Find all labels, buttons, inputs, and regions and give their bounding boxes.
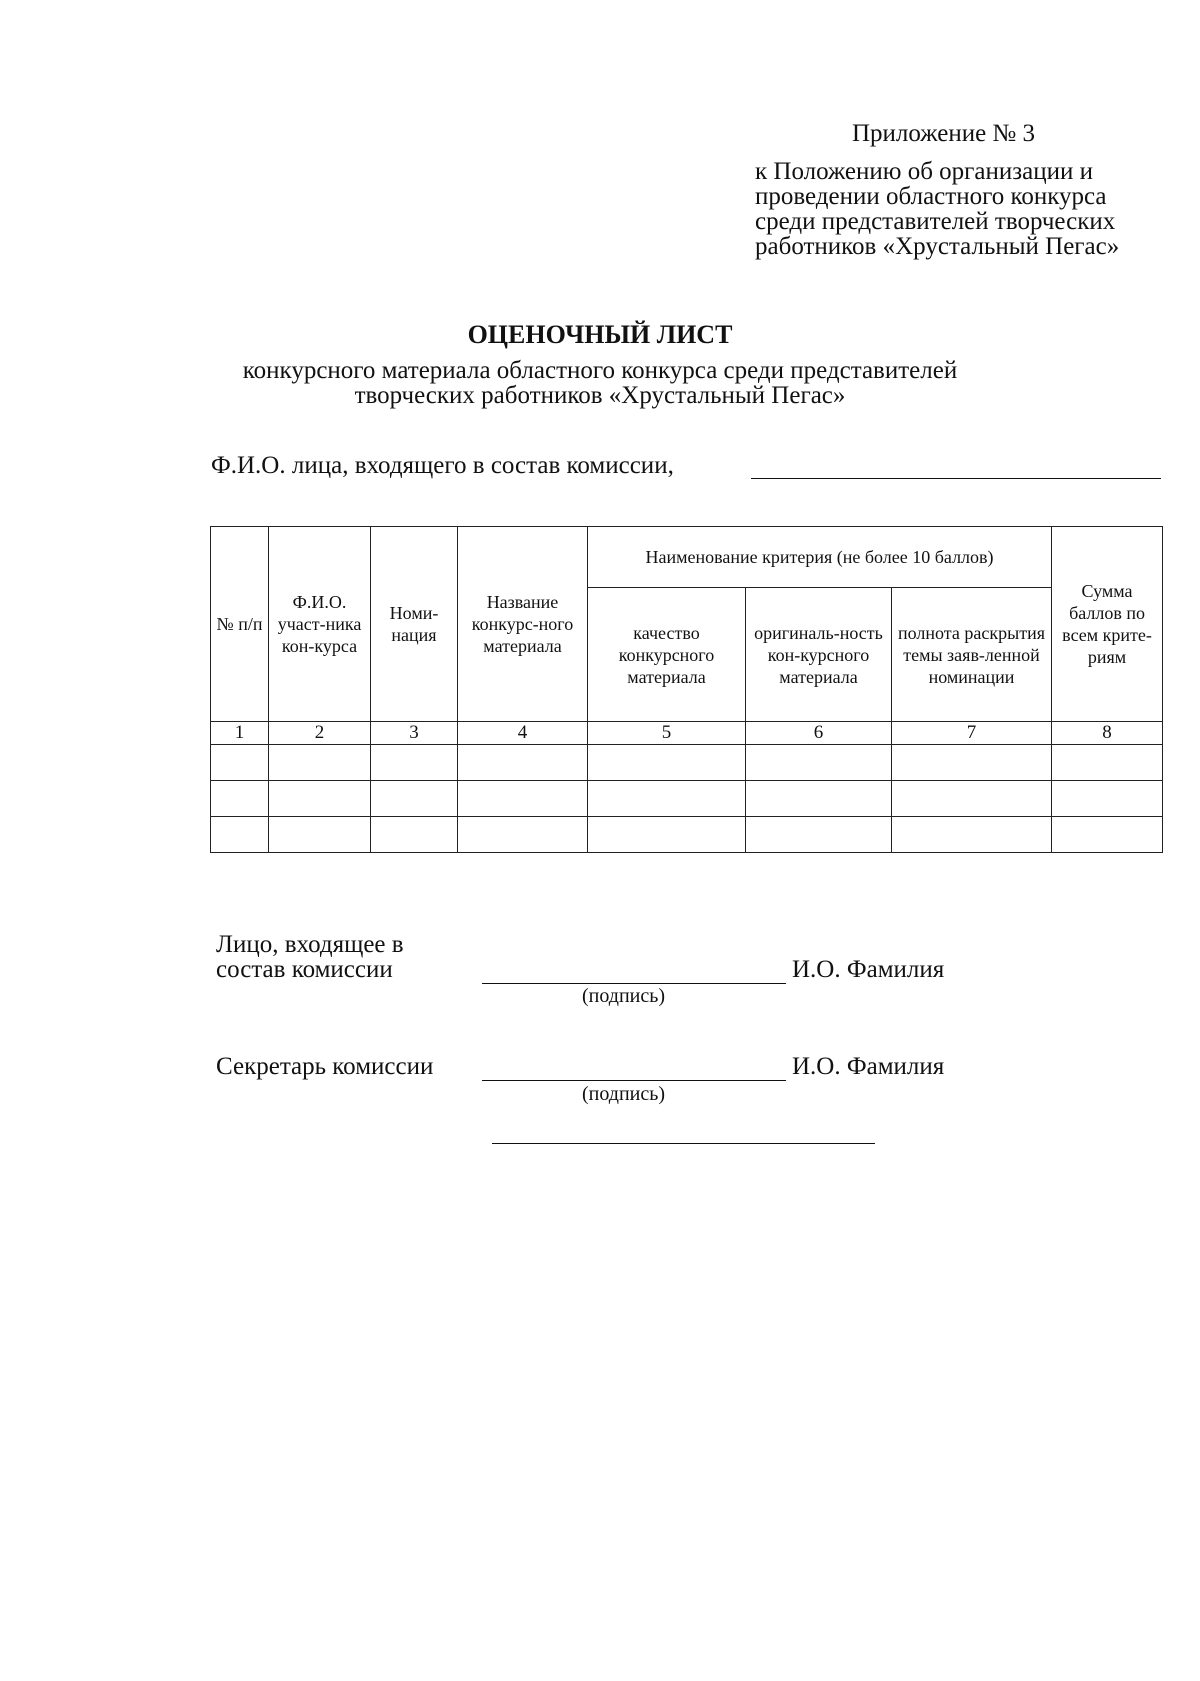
member-signer-label-line: состав комиссии: [216, 956, 393, 983]
appendix-line: к Положению об организации и: [755, 158, 1094, 185]
column-number-row: [211, 722, 1163, 745]
table-cell[interactable]: [371, 745, 458, 781]
table-cell[interactable]: [746, 745, 892, 781]
table-cell[interactable]: [588, 817, 746, 853]
header-total: Сумма баллов по всем крите-риям: [1052, 527, 1163, 722]
header-material-name: Название конкурс-ного материала: [458, 527, 588, 722]
header-criterion-completeness: полнота раскрытия темы заяв-ленной номинации: [892, 588, 1052, 722]
member-signer-label: [216, 932, 404, 982]
member-signature-line[interactable]: [482, 983, 786, 984]
secretary-name: И.О. Фамилия: [792, 1053, 945, 1080]
table-cell[interactable]: [371, 781, 458, 817]
table-cell[interactable]: [588, 745, 746, 781]
table-cell[interactable]: [371, 817, 458, 853]
column-number: 2: [269, 722, 371, 745]
appendix-line: работников «Хрустальный Пегас»: [755, 233, 1120, 260]
appendix-line: среди представителей творческих: [755, 208, 1116, 235]
appendix-line: проведении областного конкурса: [755, 183, 1107, 210]
score-table: [210, 526, 1163, 853]
commission-member-fill-line[interactable]: [751, 478, 1161, 479]
document-title: ОЦЕНОЧНЫЙ ЛИСТ: [467, 320, 733, 349]
table-cell[interactable]: [458, 781, 588, 817]
document-subtitle-line: творческих работников «Хрустальный Пегас»: [354, 382, 846, 409]
end-divider-line: [492, 1143, 875, 1144]
member-signer-name: И.О. Фамилия: [792, 956, 945, 983]
table-cell[interactable]: [1052, 781, 1163, 817]
table-cell[interactable]: [211, 745, 269, 781]
table-cell[interactable]: [746, 781, 892, 817]
table-cell[interactable]: [892, 745, 1052, 781]
member-signer-label-line: Лицо, входящее в: [216, 931, 404, 958]
header-criterion-originality: оригиналь-ность кон-курсного материала: [746, 588, 892, 722]
secretary-signature-line[interactable]: [482, 1080, 786, 1081]
column-number: 3: [371, 722, 458, 745]
table-cell[interactable]: [746, 817, 892, 853]
table-row: [211, 781, 1163, 817]
member-signature-caption: (подпись): [582, 985, 666, 1007]
table-row: [211, 745, 1163, 781]
header-criteria-group: Наименование критерия (не более 10 баллов): [588, 527, 1052, 588]
appendix-subtitle: [755, 159, 1185, 259]
column-number: 5: [588, 722, 746, 745]
table-cell[interactable]: [1052, 745, 1163, 781]
appendix-title: Приложение № 3: [852, 120, 1036, 147]
table-cell[interactable]: [892, 781, 1052, 817]
document-subtitle: [0, 358, 1200, 408]
commission-member-label: Ф.И.О. лица, входящего в состав комиссии,: [211, 452, 674, 479]
table-cell[interactable]: [211, 781, 269, 817]
header-participant: Ф.И.О. участ-ника кон-курса: [269, 527, 371, 722]
table-cell[interactable]: [211, 817, 269, 853]
secretary-label: Секретарь комиссии: [216, 1053, 434, 1080]
column-number: 6: [746, 722, 892, 745]
column-number: 7: [892, 722, 1052, 745]
column-number: 4: [458, 722, 588, 745]
document-subtitle-line: конкурсного материала областного конкурса среди представителей: [242, 357, 958, 384]
header-criterion-quality: качество конкурсного материала: [588, 588, 746, 722]
table-cell[interactable]: [1052, 817, 1163, 853]
secretary-signature-caption: (подпись): [582, 1083, 666, 1105]
column-number: 8: [1052, 722, 1163, 745]
table-cell[interactable]: [269, 781, 371, 817]
table-cell[interactable]: [269, 817, 371, 853]
table-cell[interactable]: [892, 817, 1052, 853]
column-number: 1: [211, 722, 269, 745]
header-num: № п/п: [211, 527, 269, 722]
table-row: [211, 817, 1163, 853]
table-cell[interactable]: [458, 817, 588, 853]
header-nomination: Номи-нация: [371, 527, 458, 722]
table-cell[interactable]: [269, 745, 371, 781]
table-cell[interactable]: [588, 781, 746, 817]
table-cell[interactable]: [458, 745, 588, 781]
